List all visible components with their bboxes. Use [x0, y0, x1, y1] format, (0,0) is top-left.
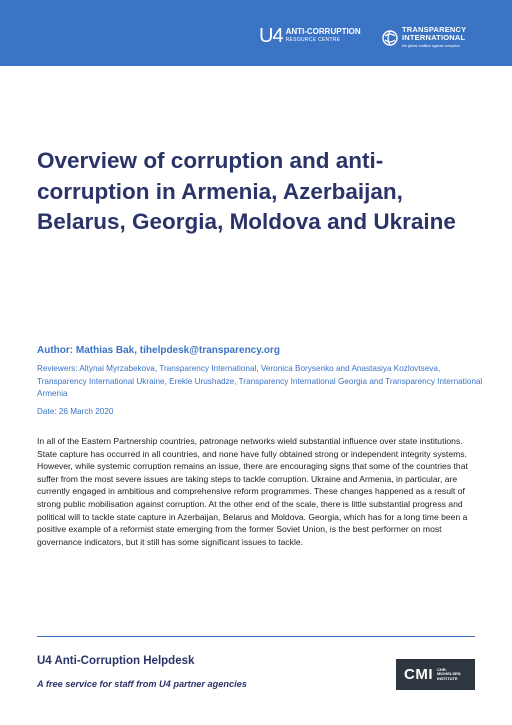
- cmi-logo-line1: CHR.: [437, 666, 447, 672]
- header-bar: [0, 0, 512, 66]
- author-line: Author: Mathias Bak, tihelpdesk@transparency.org: [37, 345, 280, 356]
- reviewers-line: Reviewers: Altynai Myrzabekova, Transparency International, Veronica Borysenko and Anastasiya Kozlovtseva, Transparency International Ukraine, Erekle Urushadze, Transparency International Georgia and Transparency International Armenia: [37, 364, 483, 398]
- date-line: Date: 26 March 2020: [37, 407, 114, 416]
- u4-logo-line1: ANTI-CORRUPTION: [285, 27, 361, 36]
- globe-icon: [382, 30, 398, 46]
- u4-logo[interactable]: [259, 26, 361, 46]
- document-title: Overview of corruption and anti-corruption in Armenia, Azerbaijan, Belarus, Georgia, Moldova and Ukraine: [37, 148, 456, 234]
- footer-divider: [37, 636, 475, 637]
- ti-logo-line1: TRANSPARENCY: [402, 25, 467, 34]
- ti-logo-line3: the global coalition against corruption: [402, 44, 460, 48]
- cmi-logo-line3: INSTITUTE: [437, 675, 458, 681]
- ti-logo-line2: INTERNATIONAL: [402, 33, 466, 42]
- cmi-logo-mark: CMI: [404, 666, 433, 683]
- cmi-logo[interactable]: [396, 659, 475, 690]
- footer-tagline: A free service for staff from U4 partner agencies: [37, 679, 247, 689]
- u4-logo-line2: RESOURCE CENTRE: [285, 37, 341, 43]
- u4-logo-mark: U4: [259, 25, 283, 47]
- transparency-international-logo[interactable]: [382, 26, 466, 50]
- summary-paragraph: In all of the Eastern Partnership countries, patronage networks wield substantial influence over state institutions. State capture has occurred in all countries, and none have fully obtained strong or independent integrity systems. However, while systemic corruption remains an issue, there are encouraging signs that some of the countries that suffer from the most severe issues are taking steps to tackle corruption. Ukraine and Armenia, in particular, are currently engaged in ambitious and comprehensive reform programmes. These changes happened as a result of strong public mobilisation against corruption. At the other end of the scale, there is little substantial progress and political will to tackle state capture in Azerbaijan, Belarus and Moldova. Georgia, which has for a long time been a positive example of a reformist state emerging from the former Soviet Union, is the best performer on most governance indicators, but it still has some significant issues to tackle.: [37, 436, 468, 547]
- cmi-logo-line2: MICHELSEN: [437, 671, 461, 677]
- footer-helpdesk-title: U4 Anti-Corruption Helpdesk: [37, 655, 195, 667]
